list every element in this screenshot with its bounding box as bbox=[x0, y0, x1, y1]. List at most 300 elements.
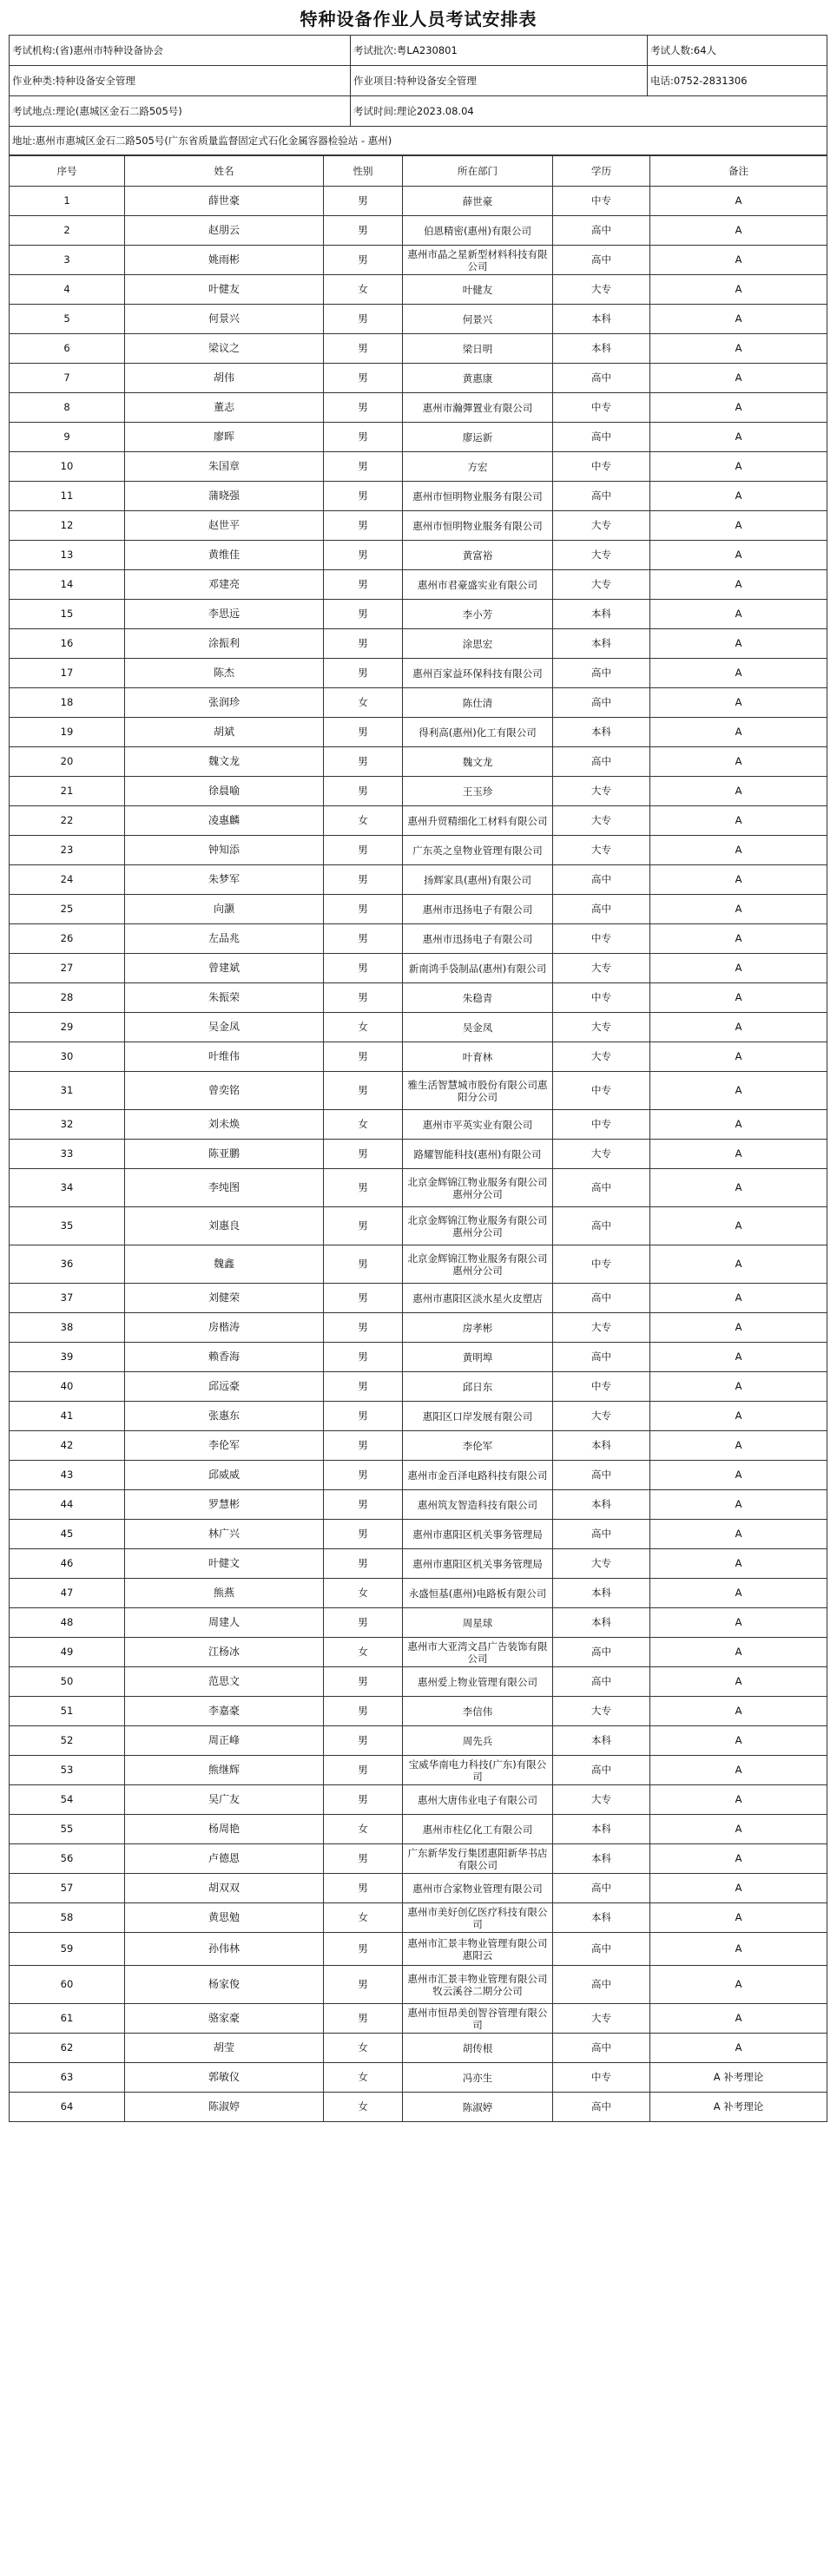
cell-gender: 男 bbox=[324, 1520, 403, 1549]
cell-remark: A 补考理论 bbox=[650, 2063, 827, 2093]
cell-index: 10 bbox=[10, 452, 125, 482]
table-row bbox=[10, 1520, 827, 1549]
cell-department: 黄明埠 bbox=[403, 1343, 553, 1372]
cell-department: 李伦军 bbox=[403, 1431, 553, 1461]
cell-education: 本科 bbox=[553, 600, 650, 629]
cell-remark: A bbox=[650, 1697, 827, 1726]
cell-index: 34 bbox=[10, 1169, 125, 1207]
table-row bbox=[10, 1490, 827, 1520]
column-header-index: 序号 bbox=[10, 156, 125, 187]
cell-gender: 男 bbox=[324, 1072, 403, 1110]
cell-name: 邓建亮 bbox=[125, 570, 324, 600]
table-row bbox=[10, 2034, 827, 2063]
cell-name: 刘健荣 bbox=[125, 1284, 324, 1313]
cell-remark: A bbox=[650, 629, 827, 659]
table-row bbox=[10, 924, 827, 954]
cell-name: 周建人 bbox=[125, 1608, 324, 1638]
cell-remark: A bbox=[650, 275, 827, 305]
cell-gender: 男 bbox=[324, 983, 403, 1013]
cell-remark: A bbox=[650, 1933, 827, 1966]
cell-department: 北京金辉锦江物业服务有限公司惠州分公司 bbox=[403, 1245, 553, 1284]
exam-batch: 考试批次:粤LA230801 bbox=[351, 36, 648, 66]
cell-index: 37 bbox=[10, 1284, 125, 1313]
cell-name: 左品兆 bbox=[125, 924, 324, 954]
info-row bbox=[10, 96, 827, 127]
work-project: 作业项目:特种设备安全管理 bbox=[351, 66, 648, 96]
cell-department: 广东英之皇物业管理有限公司 bbox=[403, 836, 553, 865]
cell-name: 邱远豪 bbox=[125, 1372, 324, 1402]
cell-name: 何景兴 bbox=[125, 305, 324, 334]
cell-education: 高中 bbox=[553, 2093, 650, 2122]
cell-remark: A bbox=[650, 1638, 827, 1667]
cell-education: 高中 bbox=[553, 1284, 650, 1313]
cell-education: 中专 bbox=[553, 924, 650, 954]
table-row bbox=[10, 1579, 827, 1608]
cell-gender: 男 bbox=[324, 1490, 403, 1520]
exam-time: 考试时间:理论2023.08.04 bbox=[351, 96, 827, 127]
cell-department: 惠阳区口岸发展有限公司 bbox=[403, 1402, 553, 1431]
cell-education: 高中 bbox=[553, 1461, 650, 1490]
table-row bbox=[10, 1013, 827, 1042]
cell-remark: A bbox=[650, 1874, 827, 1903]
column-header-gender: 性别 bbox=[324, 156, 403, 187]
cell-index: 49 bbox=[10, 1638, 125, 1667]
cell-name: 钟知添 bbox=[125, 836, 324, 865]
cell-name: 胡斌 bbox=[125, 718, 324, 747]
cell-remark: A bbox=[650, 334, 827, 364]
table-row bbox=[10, 364, 827, 393]
cell-remark: A bbox=[650, 1520, 827, 1549]
cell-gender: 女 bbox=[324, 1638, 403, 1667]
cell-education: 大专 bbox=[553, 1313, 650, 1343]
cell-education: 本科 bbox=[553, 1490, 650, 1520]
cell-department: 惠州百家益环保科技有限公司 bbox=[403, 659, 553, 688]
cell-name: 向灏 bbox=[125, 895, 324, 924]
cell-name: 林广兴 bbox=[125, 1520, 324, 1549]
cell-index: 48 bbox=[10, 1608, 125, 1638]
cell-department: 叶健友 bbox=[403, 275, 553, 305]
cell-name: 熊燕 bbox=[125, 1579, 324, 1608]
cell-remark: A bbox=[650, 1431, 827, 1461]
cell-gender: 男 bbox=[324, 777, 403, 806]
cell-index: 42 bbox=[10, 1431, 125, 1461]
cell-remark: A bbox=[650, 865, 827, 895]
cell-department: 新南鸿手袋制品(惠州)有限公司 bbox=[403, 954, 553, 983]
cell-education: 本科 bbox=[553, 1579, 650, 1608]
cell-remark: A bbox=[650, 983, 827, 1013]
cell-index: 50 bbox=[10, 1667, 125, 1697]
cell-education: 高中 bbox=[553, 482, 650, 511]
cell-index: 44 bbox=[10, 1490, 125, 1520]
cell-department: 惠州爱上物业管理有限公司 bbox=[403, 1667, 553, 1697]
cell-index: 18 bbox=[10, 688, 125, 718]
cell-gender: 男 bbox=[324, 1343, 403, 1372]
cell-gender: 男 bbox=[324, 1042, 403, 1072]
table-row bbox=[10, 452, 827, 482]
cell-remark: A bbox=[650, 1284, 827, 1313]
cell-department: 涂思宏 bbox=[403, 629, 553, 659]
cell-index: 19 bbox=[10, 718, 125, 747]
cell-department: 惠州市平英实业有限公司 bbox=[403, 1110, 553, 1140]
cell-name: 涂振利 bbox=[125, 629, 324, 659]
cell-name: 江杨冰 bbox=[125, 1638, 324, 1667]
cell-education: 高中 bbox=[553, 747, 650, 777]
cell-department: 北京金辉锦江物业服务有限公司惠州分公司 bbox=[403, 1207, 553, 1245]
cell-index: 47 bbox=[10, 1579, 125, 1608]
cell-index: 64 bbox=[10, 2093, 125, 2122]
cell-index: 13 bbox=[10, 541, 125, 570]
cell-name: 李嘉豪 bbox=[125, 1697, 324, 1726]
cell-index: 35 bbox=[10, 1207, 125, 1245]
info-row bbox=[10, 66, 827, 96]
cell-remark: A bbox=[650, 1667, 827, 1697]
cell-gender: 男 bbox=[324, 1140, 403, 1169]
cell-gender: 男 bbox=[324, 1245, 403, 1284]
cell-remark: A bbox=[650, 423, 827, 452]
cell-index: 16 bbox=[10, 629, 125, 659]
cell-gender: 女 bbox=[324, 806, 403, 836]
cell-department: 廖运新 bbox=[403, 423, 553, 452]
cell-gender: 男 bbox=[324, 600, 403, 629]
cell-gender: 男 bbox=[324, 1844, 403, 1874]
cell-index: 51 bbox=[10, 1697, 125, 1726]
cell-name: 胡双双 bbox=[125, 1874, 324, 1903]
table-row bbox=[10, 275, 827, 305]
cell-gender: 男 bbox=[324, 1372, 403, 1402]
cell-index: 39 bbox=[10, 1343, 125, 1372]
cell-name: 陈亚鹏 bbox=[125, 1140, 324, 1169]
cell-education: 高中 bbox=[553, 246, 650, 275]
cell-name: 魏鑫 bbox=[125, 1245, 324, 1284]
cell-gender: 男 bbox=[324, 334, 403, 364]
cell-gender: 男 bbox=[324, 1667, 403, 1697]
cell-remark: A bbox=[650, 1785, 827, 1815]
table-row bbox=[10, 1785, 827, 1815]
cell-name: 廖晖 bbox=[125, 423, 324, 452]
cell-education: 大专 bbox=[553, 1549, 650, 1579]
column-header-education: 学历 bbox=[553, 156, 650, 187]
cell-name: 曾建斌 bbox=[125, 954, 324, 983]
cell-index: 4 bbox=[10, 275, 125, 305]
cell-remark: A bbox=[650, 1372, 827, 1402]
table-row bbox=[10, 806, 827, 836]
cell-department: 雅生活智慧城市股份有限公司惠阳分公司 bbox=[403, 1072, 553, 1110]
table-row bbox=[10, 1844, 827, 1874]
cell-education: 本科 bbox=[553, 1726, 650, 1756]
cell-index: 59 bbox=[10, 1933, 125, 1966]
cell-remark: A bbox=[650, 1844, 827, 1874]
cell-department: 惠州市恒明物业服务有限公司 bbox=[403, 511, 553, 541]
cell-remark: A bbox=[650, 1169, 827, 1207]
cell-department: 得利高(惠州)化工有限公司 bbox=[403, 718, 553, 747]
cell-education: 高中 bbox=[553, 1207, 650, 1245]
cell-remark: A bbox=[650, 1490, 827, 1520]
cell-department: 惠州市汇景丰物业管理有限公司惠阳云 bbox=[403, 1933, 553, 1966]
cell-remark: A bbox=[650, 187, 827, 216]
cell-remark: A bbox=[650, 1013, 827, 1042]
exam-org: 考试机构:(省)惠州市特种设备协会 bbox=[10, 36, 351, 66]
cell-education: 高中 bbox=[553, 1756, 650, 1785]
table-row bbox=[10, 836, 827, 865]
cell-index: 5 bbox=[10, 305, 125, 334]
cell-education: 大专 bbox=[553, 954, 650, 983]
cell-gender: 女 bbox=[324, 1013, 403, 1042]
cell-gender: 男 bbox=[324, 246, 403, 275]
cell-name: 朱梦军 bbox=[125, 865, 324, 895]
table-row bbox=[10, 393, 827, 423]
cell-name: 李纯图 bbox=[125, 1169, 324, 1207]
cell-education: 高中 bbox=[553, 423, 650, 452]
cell-education: 中专 bbox=[553, 452, 650, 482]
cell-remark: A bbox=[650, 1313, 827, 1343]
cell-education: 大专 bbox=[553, 1402, 650, 1431]
cell-education: 本科 bbox=[553, 718, 650, 747]
table-row bbox=[10, 570, 827, 600]
cell-name: 周正峰 bbox=[125, 1726, 324, 1756]
cell-gender: 男 bbox=[324, 1726, 403, 1756]
cell-index: 9 bbox=[10, 423, 125, 452]
candidate-rows bbox=[10, 187, 827, 2122]
cell-remark: A bbox=[650, 1549, 827, 1579]
cell-department: 惠州市惠阳区淡水星火皮塑店 bbox=[403, 1284, 553, 1313]
cell-name: 陈淑婷 bbox=[125, 2093, 324, 2122]
cell-index: 25 bbox=[10, 895, 125, 924]
cell-index: 36 bbox=[10, 1245, 125, 1284]
cell-department: 惠州市惠阳区机关事务管理局 bbox=[403, 1549, 553, 1579]
work-category: 作业种类:特种设备安全管理 bbox=[10, 66, 351, 96]
cell-department: 魏文龙 bbox=[403, 747, 553, 777]
exam-place: 考试地点:理论(惠城区金石二路505号) bbox=[10, 96, 351, 127]
cell-name: 曾奕铭 bbox=[125, 1072, 324, 1110]
cell-department: 惠州市合家物业管理有限公司 bbox=[403, 1874, 553, 1903]
cell-gender: 男 bbox=[324, 1608, 403, 1638]
cell-department: 房孝彬 bbox=[403, 1313, 553, 1343]
cell-education: 高中 bbox=[553, 364, 650, 393]
cell-remark: A bbox=[650, 1343, 827, 1372]
table-row bbox=[10, 718, 827, 747]
cell-gender: 男 bbox=[324, 1966, 403, 2004]
cell-gender: 女 bbox=[324, 1903, 403, 1933]
cell-department: 惠州市汇景丰物业管理有限公司牧云溪谷二期分公司 bbox=[403, 1966, 553, 2004]
table-row bbox=[10, 659, 827, 688]
cell-name: 姚雨彬 bbox=[125, 246, 324, 275]
cell-index: 11 bbox=[10, 482, 125, 511]
cell-gender: 男 bbox=[324, 1431, 403, 1461]
cell-education: 高中 bbox=[553, 688, 650, 718]
cell-education: 高中 bbox=[553, 216, 650, 246]
table-row bbox=[10, 1667, 827, 1697]
column-header-remark: 备注 bbox=[650, 156, 827, 187]
table-row bbox=[10, 1372, 827, 1402]
cell-name: 蒲晓强 bbox=[125, 482, 324, 511]
cell-remark: A 补考理论 bbox=[650, 2093, 827, 2122]
cell-index: 61 bbox=[10, 2004, 125, 2034]
table-row bbox=[10, 2004, 827, 2034]
cell-education: 中专 bbox=[553, 1372, 650, 1402]
table-row bbox=[10, 187, 827, 216]
cell-name: 叶维伟 bbox=[125, 1042, 324, 1072]
cell-gender: 男 bbox=[324, 1785, 403, 1815]
table-row bbox=[10, 1169, 827, 1207]
document-title: 特种设备作业人员考试安排表 bbox=[300, 9, 537, 30]
cell-department: 惠州市柱亿化工有限公司 bbox=[403, 1815, 553, 1844]
cell-gender: 男 bbox=[324, 423, 403, 452]
cell-name: 邱威威 bbox=[125, 1461, 324, 1490]
phone: 电话:0752-2831306 bbox=[648, 66, 827, 96]
cell-department: 永盛恒基(惠州)电路板有限公司 bbox=[403, 1579, 553, 1608]
cell-index: 26 bbox=[10, 924, 125, 954]
cell-department: 扬辉家具(惠州)有限公司 bbox=[403, 865, 553, 895]
table-row bbox=[10, 1110, 827, 1140]
cell-remark: A bbox=[650, 305, 827, 334]
exam-count: 考试人数:64人 bbox=[648, 36, 827, 66]
cell-name: 陈杰 bbox=[125, 659, 324, 688]
cell-remark: A bbox=[650, 1608, 827, 1638]
cell-index: 2 bbox=[10, 216, 125, 246]
cell-department: 惠州市恒昂美创智谷管理有限公司 bbox=[403, 2004, 553, 2034]
cell-gender: 男 bbox=[324, 1284, 403, 1313]
cell-remark: A bbox=[650, 688, 827, 718]
cell-index: 38 bbox=[10, 1313, 125, 1343]
cell-education: 高中 bbox=[553, 1169, 650, 1207]
cell-name: 赵世平 bbox=[125, 511, 324, 541]
cell-remark: A bbox=[650, 1140, 827, 1169]
cell-education: 本科 bbox=[553, 1844, 650, 1874]
table-row bbox=[10, 1245, 827, 1284]
table-row bbox=[10, 1638, 827, 1667]
cell-remark: A bbox=[650, 777, 827, 806]
table-row bbox=[10, 865, 827, 895]
table-row bbox=[10, 747, 827, 777]
cell-name: 赵朋云 bbox=[125, 216, 324, 246]
cell-education: 本科 bbox=[553, 1903, 650, 1933]
cell-remark: A bbox=[650, 806, 827, 836]
cell-remark: A bbox=[650, 216, 827, 246]
cell-index: 54 bbox=[10, 1785, 125, 1815]
cell-name: 黄思勉 bbox=[125, 1903, 324, 1933]
cell-remark: A bbox=[650, 1726, 827, 1756]
cell-gender: 男 bbox=[324, 1207, 403, 1245]
cell-remark: A bbox=[650, 747, 827, 777]
cell-name: 梁议之 bbox=[125, 334, 324, 364]
table-row bbox=[10, 1549, 827, 1579]
cell-gender: 男 bbox=[324, 511, 403, 541]
table-row bbox=[10, 1461, 827, 1490]
table-row bbox=[10, 1903, 827, 1933]
cell-department: 黄富裕 bbox=[403, 541, 553, 570]
cell-remark: A bbox=[650, 1245, 827, 1284]
cell-education: 高中 bbox=[553, 1638, 650, 1667]
table-row bbox=[10, 688, 827, 718]
cell-department: 何景兴 bbox=[403, 305, 553, 334]
cell-gender: 男 bbox=[324, 1874, 403, 1903]
table-header-row bbox=[10, 156, 827, 187]
cell-index: 58 bbox=[10, 1903, 125, 1933]
cell-name: 刘未焕 bbox=[125, 1110, 324, 1140]
cell-gender: 男 bbox=[324, 1933, 403, 1966]
cell-department: 惠州市君豪盛实业有限公司 bbox=[403, 570, 553, 600]
cell-education: 高中 bbox=[553, 2034, 650, 2063]
cell-department: 朱稳青 bbox=[403, 983, 553, 1013]
cell-remark: A bbox=[650, 1966, 827, 2004]
table-row bbox=[10, 1608, 827, 1638]
cell-remark: A bbox=[650, 659, 827, 688]
cell-education: 高中 bbox=[553, 1933, 650, 1966]
cell-gender: 男 bbox=[324, 305, 403, 334]
cell-education: 中专 bbox=[553, 2063, 650, 2093]
cell-gender: 女 bbox=[324, 2034, 403, 2063]
cell-index: 15 bbox=[10, 600, 125, 629]
cell-remark: A bbox=[650, 1402, 827, 1431]
cell-gender: 男 bbox=[324, 364, 403, 393]
cell-index: 3 bbox=[10, 246, 125, 275]
table-row bbox=[10, 216, 827, 246]
cell-name: 刘惠良 bbox=[125, 1207, 324, 1245]
table-row bbox=[10, 1697, 827, 1726]
cell-department: 惠州市恒明物业服务有限公司 bbox=[403, 482, 553, 511]
cell-education: 高中 bbox=[553, 1520, 650, 1549]
cell-name: 黄维佳 bbox=[125, 541, 324, 570]
cell-index: 23 bbox=[10, 836, 125, 865]
cell-index: 31 bbox=[10, 1072, 125, 1110]
candidate-table bbox=[9, 155, 827, 2122]
cell-gender: 男 bbox=[324, 659, 403, 688]
cell-education: 中专 bbox=[553, 393, 650, 423]
cell-name: 熊继辉 bbox=[125, 1756, 324, 1785]
cell-index: 53 bbox=[10, 1756, 125, 1785]
table-row bbox=[10, 1933, 827, 1966]
cell-department: 陈仕清 bbox=[403, 688, 553, 718]
table-row bbox=[10, 2093, 827, 2122]
cell-name: 朱振荣 bbox=[125, 983, 324, 1013]
cell-gender: 男 bbox=[324, 1697, 403, 1726]
table-row bbox=[10, 1284, 827, 1313]
cell-remark: A bbox=[650, 246, 827, 275]
cell-remark: A bbox=[650, 2034, 827, 2063]
cell-remark: A bbox=[650, 1903, 827, 1933]
cell-index: 56 bbox=[10, 1844, 125, 1874]
cell-gender: 男 bbox=[324, 1549, 403, 1579]
cell-name: 魏文龙 bbox=[125, 747, 324, 777]
cell-education: 大专 bbox=[553, 1785, 650, 1815]
table-row bbox=[10, 423, 827, 452]
cell-remark: A bbox=[650, 393, 827, 423]
info-row bbox=[10, 36, 827, 66]
cell-gender: 男 bbox=[324, 924, 403, 954]
cell-education: 中专 bbox=[553, 1072, 650, 1110]
table-row bbox=[10, 1756, 827, 1785]
cell-education: 高中 bbox=[553, 1343, 650, 1372]
cell-department: 邱日东 bbox=[403, 1372, 553, 1402]
table-row bbox=[10, 629, 827, 659]
exam-address: 地址:惠州市惠城区金石二路505号(广东省质量监督固定式石化金属容器检验站 - 惠州) bbox=[10, 127, 827, 155]
cell-department: 伯恩精密(惠州)有限公司 bbox=[403, 216, 553, 246]
cell-remark: A bbox=[650, 1756, 827, 1785]
cell-remark: A bbox=[650, 482, 827, 511]
table-row bbox=[10, 954, 827, 983]
cell-department: 周星球 bbox=[403, 1608, 553, 1638]
table-row bbox=[10, 1874, 827, 1903]
cell-name: 杨周艳 bbox=[125, 1815, 324, 1844]
cell-department: 惠州市惠阳区机关事务管理局 bbox=[403, 1520, 553, 1549]
cell-remark: A bbox=[650, 1815, 827, 1844]
cell-remark: A bbox=[650, 2004, 827, 2034]
cell-gender: 女 bbox=[324, 1579, 403, 1608]
cell-name: 李思远 bbox=[125, 600, 324, 629]
cell-name: 李伦军 bbox=[125, 1431, 324, 1461]
column-header-name: 姓名 bbox=[125, 156, 324, 187]
cell-gender: 女 bbox=[324, 275, 403, 305]
